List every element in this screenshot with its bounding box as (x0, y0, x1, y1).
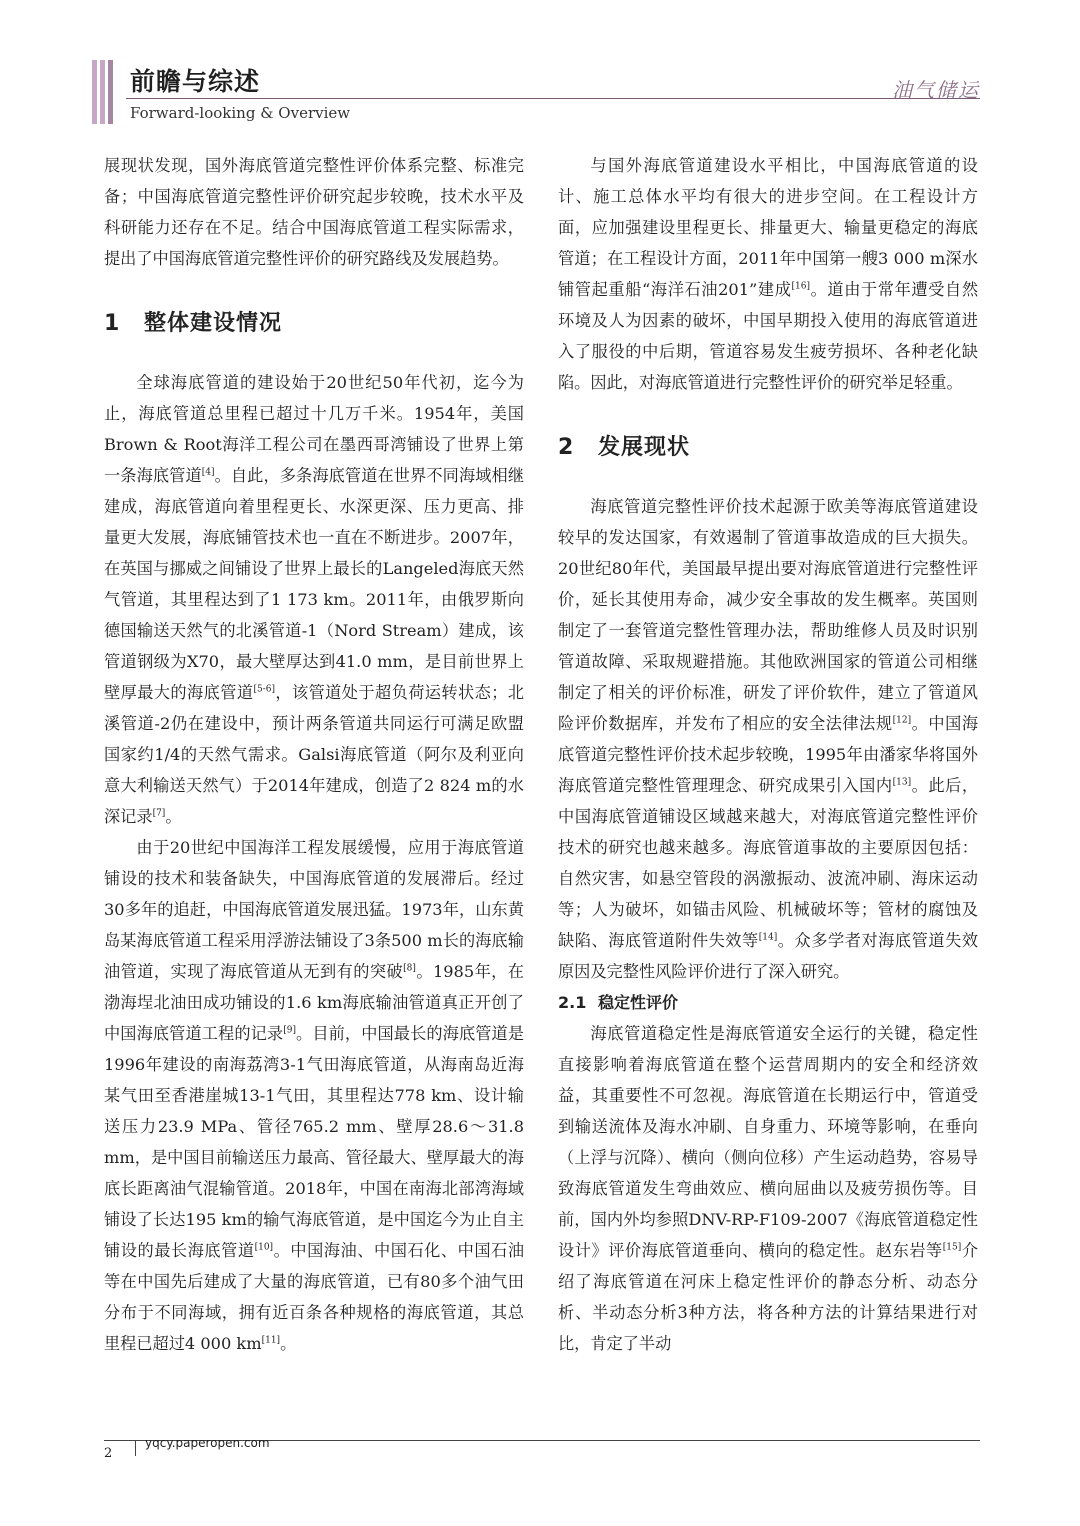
header-decoration-bars (92, 60, 118, 124)
citation[interactable]: [7] (152, 808, 166, 819)
citation[interactable]: [15] (942, 1242, 962, 1253)
citation[interactable]: [4] (201, 467, 215, 478)
section-number: 2 (558, 435, 575, 460)
subsection-2-1-heading (558, 987, 978, 1018)
paragraph: 由于20世纪中国海洋工程发展缓慢，应用于海底管道铺设的技术和装备缺失，中国海底管道的发展滞后。经过30多年的追赶，中国海底管道发展迅猛。1973年，山东黄岛某海底管道工程采用浮游法铺设了3条500 m长的海底输油管道，实现了海底管道从无到有的突破[8]。1985年，在渤海埕北油田成功铺设的1.6 km海底输油管道真正开创了中国海底管道工程的记录[9]。目前，中国最长的海底管道是1996年建设的南海荔湾3-1气田海底管道，从海南岛近海某气田至香港崖城13-1气田，其里程达778 km、设计输送压力23.9 MPa、管径765.2 mm、壁厚28.6～31.8 mm，是中国目前输送压力最高、管径最大、壁厚最大的海底长距离油气混输管道。2018年，中国在南海北部湾海域铺设了长达195 km的输气海底管道，是中国迄今为止自主铺设的最长海底管道[10]。中国海油、中国石化、中国石油等在中国先后建成了大量的海底管道，已有80多个油气田分布于不同海域，拥有近百条各种规格的海底管道，其总里程已超过4 000 km[11]。 (104, 838, 525, 1353)
citation[interactable]: [10] (254, 1242, 274, 1253)
left-column (104, 150, 524, 1359)
citation[interactable]: [14] (758, 932, 778, 943)
intro-paragraph: 展现状发现，国外海底管道完整性评价体系完整、标准完备；中国海底管道完整性评价研究起步较晚，技术水平及科研能力还存在不足。结合中国海底管道工程实际需求，提出了中国海底管道完整性评价的研究路线及发展趋势。 (104, 156, 524, 268)
citation[interactable]: [8] (403, 963, 416, 974)
section-subtitle: Forward-looking & Overview (130, 104, 351, 122)
citation[interactable]: [11] (261, 1335, 281, 1346)
paragraph: 海底管道完整性评价技术起源于欧美等海底管道建设较早的发达国家，有效遏制了管道事故造成的巨大损失。20世纪80年代，美国最早提出要对海底管道进行完整性评价，延长其使用寿命，减少安全事故的发生概率。英国则制定了一套管道完整性管理办法，帮助维修人员及时识别管道故障、采取规避措施。其他欧洲国家的管道公司相继制定了相关的评价标准，研发了评价软件，建立了管道风险评价数据库，并发布了相应的安全法律法规[12]。中国海底管道完整性评价技术起步较晚，1995年由潘家华将国外海底管道完整性管理理念、研究成果引入国内[13]。此后，中国海底管道铺设区域越来越大，对海底管道完整性评价技术的研究也越来越多。海底管道事故的主要原因包括：自然灾害，如悬空管段的涡激振动、波流冲刷、海床运动等；人为破坏，如锚击风险、机械破坏等；管材的腐蚀及缺陷、海底管道附件失效等[14]。众多学者对海底管道失效原因及完整性风险评价进行了深入研究。 (558, 497, 979, 981)
citation[interactable]: [16] (791, 281, 810, 292)
citation[interactable]: [13] (892, 777, 912, 788)
citation[interactable]: [9] (283, 1025, 296, 1036)
paragraph: 与国外海底管道建设水平相比，中国海底管道的设计、施工总体水平均有很大的进步空间。在工程设计方面，应加强建设里程更长、排量更大、输量更稳定的海底管道；在工程设计方面，2011年中国第一艘3 000 m深水铺管起重船“海洋石油201”建成[16]。道由于常年遭受自然环境及人为因素的破坏，中国早期投入使用的海底管道进入了服役的中后期，管道容易发生疲劳损坏、各种老化缺陷。因此，对海底管道进行完整性评价的研究举足轻重。 (558, 156, 979, 392)
journal-logo: 油气储运 (892, 78, 980, 102)
page-number: 2 (104, 1446, 113, 1461)
right-column (558, 150, 978, 1359)
header-rule (126, 98, 980, 99)
subsection-number: 2.1 (558, 993, 587, 1012)
footer-divider (135, 1440, 136, 1456)
section-2-heading (558, 432, 978, 463)
citation[interactable]: [5-6] (253, 684, 275, 695)
section-title-text: 发展现状 (598, 435, 691, 460)
section-1-heading (104, 308, 524, 339)
subsection-title-text: 稳定性评价 (598, 993, 679, 1012)
section-title-text: 整体建设情况 (144, 311, 283, 336)
paragraph: 全球海底管道的建设始于20世纪50年代初，迄今为止，海底管道总里程已超过十几万千米。1954年，美国Brown & Root海洋工程公司在墨西哥湾铺设了世界上第一条海底管道[4]。自此，多条海底管道在世界不同海域相继建成，海底管道向着里程更长、水深更深、压力更高、排量更大发展，海底铺管技术也一直在不断进步。2007年，在英国与挪威之间铺设了世界上最长的Langeled海底天然气管道，其里程达到了1 173 km。2011年，由俄罗斯向德国输送天然气的北溪管道-1（Nord Stream）建成，该管道钢级为X70，最大壁厚达到41.0 mm，是目前世界上壁厚最大的海底管道[5-6]，该管道处于超负荷运转状态；北溪管道-2仍在建设中，预计两条管道共同运行可满足欧盟国家约1/4的天然气需求。Galsi海底管道（阿尔及利亚向意大利输送天然气）于2014年建成，创造了2 824 m的水深记录[7]。 (104, 373, 525, 826)
section-number: 1 (104, 311, 121, 336)
paragraph: 海底管道稳定性是海底管道安全运行的关键，稳定性直接影响着海底管道在整个运营周期内的安全和经济效益，其重要性不可忽视。海底管道在长期运行中，管道受到输送流体及海水冲刷、自身重力、环境等影响，在垂向（上浮与沉降）、横向（侧向位移）产生运动趋势，容易导致海底管道发生弯曲效应、横向屈曲以及疲劳损伤等。目前，国内外均参照DNV-RP-F109-2007《海底管道稳定性设计》评价海底管道垂向、横向的稳定性。赵东岩等[15]介绍了海底管道在河床上稳定性评价的静态分析、动态分析、半动态分析3种方法，将各种方法的计算结果进行对比，肯定了半动 (558, 1024, 979, 1353)
journal-url[interactable]: yqcy.paperopen.com (145, 1436, 270, 1450)
citation[interactable]: [12] (892, 715, 912, 726)
section-title: 前瞻与综述 (130, 67, 261, 96)
